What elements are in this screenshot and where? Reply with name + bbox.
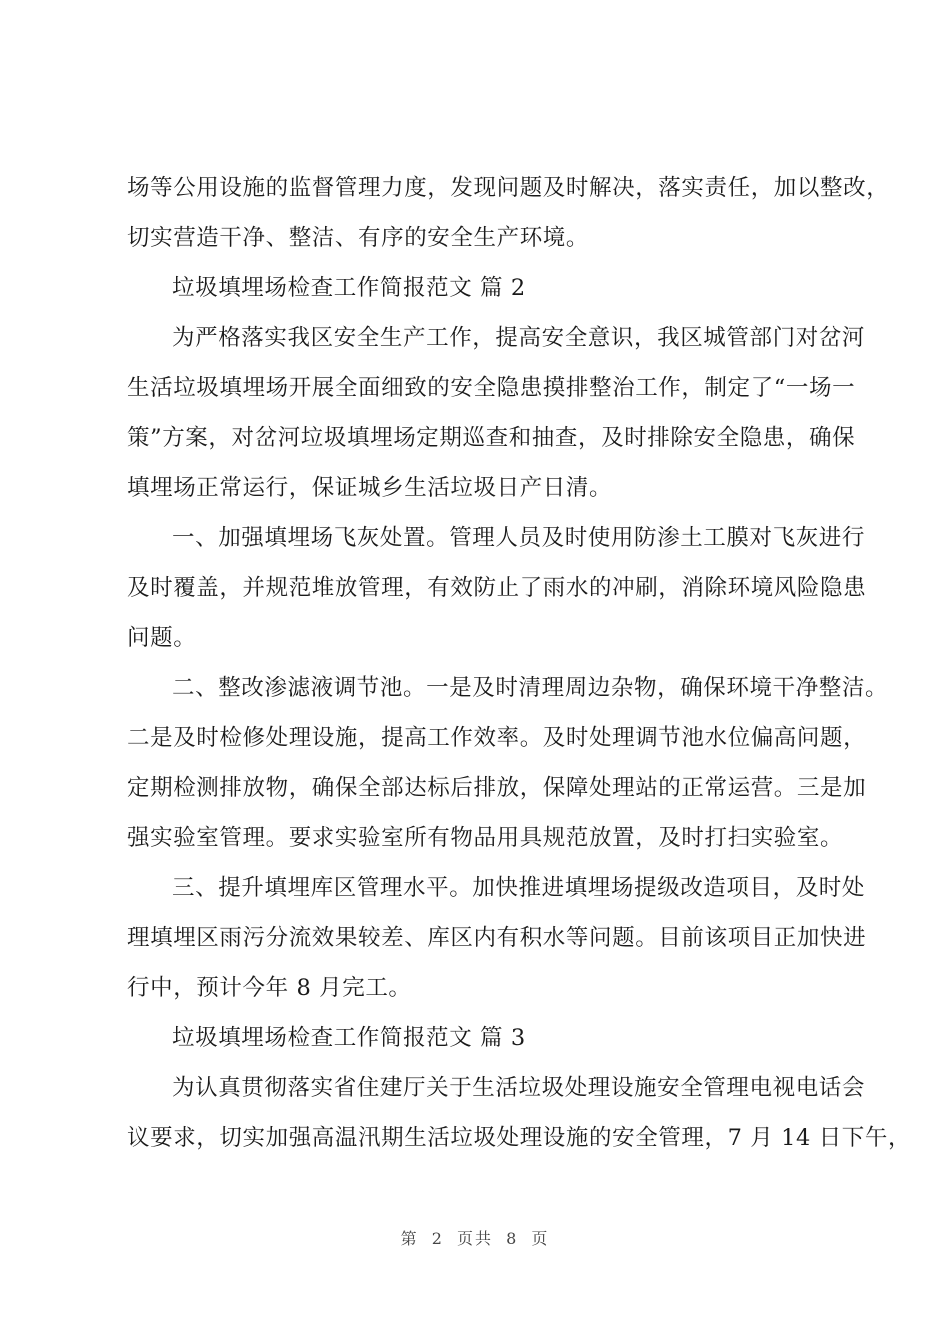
body-text-line: 切实营造干净、整洁、有序的安全生产环境。 [127,225,590,251]
footer-middle: 页共 [456,1229,493,1248]
body-text-line: 二是及时检修处理设施，提高工作效率。及时处理调节池水位偏高问题， [127,725,867,751]
section-heading: 垃圾填埋场检查工作简报范文 篇 2 [172,275,526,301]
footer-total-pages: 8 [506,1229,519,1248]
body-text-line: 三、提升填埋库区管理水平。加快推进填埋场提级改造项目，及时处 [172,875,866,901]
body-text-line: 二、整改渗滤液调节池。一是及时清理周边杂物，确保环境干净整洁。 [172,675,889,701]
body-text-line: 问题。 [127,625,197,651]
footer-page-number: 2 [431,1229,444,1248]
body-text-line: 策”方案，对岔河垃圾填埋场定期巡查和抽查，及时排除安全隐患，确保 [127,425,856,451]
body-text-line: 生活垃圾填埋场开展全面细致的安全隐患摸排整治工作，制定了“一场一 [127,375,856,401]
body-text-line: 一、加强填埋场飞灰处置。管理人员及时使用防渗土工膜对飞灰进行 [172,525,866,551]
body-text-line: 填埋场正常运行，保证城乡生活垃圾日产日清。 [127,475,613,501]
body-text-line: 及时覆盖，并规范堆放管理，有效防止了雨水的冲刷，消除环境风险隐患 [127,575,867,601]
body-text-line: 行中，预计今年 8 月完工。 [127,975,412,1001]
footer-prefix: 第 [400,1229,419,1248]
body-text-line: 为认真贯彻落实省住建厅关于生活垃圾处理设施安全管理电视电话会 [172,1075,866,1101]
body-text-line: 为严格落实我区安全生产工作，提高安全意识，我区城管部门对岔河 [172,325,866,351]
body-text-line: 场等公用设施的监督管理力度，发现问题及时解决，落实责任，加以整改， [127,175,890,201]
body-text-line: 理填埋区雨污分流效果较差、库区内有积水等问题。目前该项目正加快进 [127,925,867,951]
page-footer [0,1226,950,1249]
section-heading: 垃圾填埋场检查工作简报范文 篇 3 [172,1025,526,1051]
footer-suffix: 页 [531,1229,550,1248]
body-text-line: 定期检测排放物，确保全部达标后排放，保障处理站的正常运营。三是加 [127,775,867,801]
body-text-line: 议要求，切实加强高温汛期生活垃圾处理设施的安全管理，7 月 14 日下午， [127,1125,912,1151]
body-text-line: 强实验室管理。要求实验室所有物品用具规范放置，及时打扫实验室。 [127,825,844,851]
